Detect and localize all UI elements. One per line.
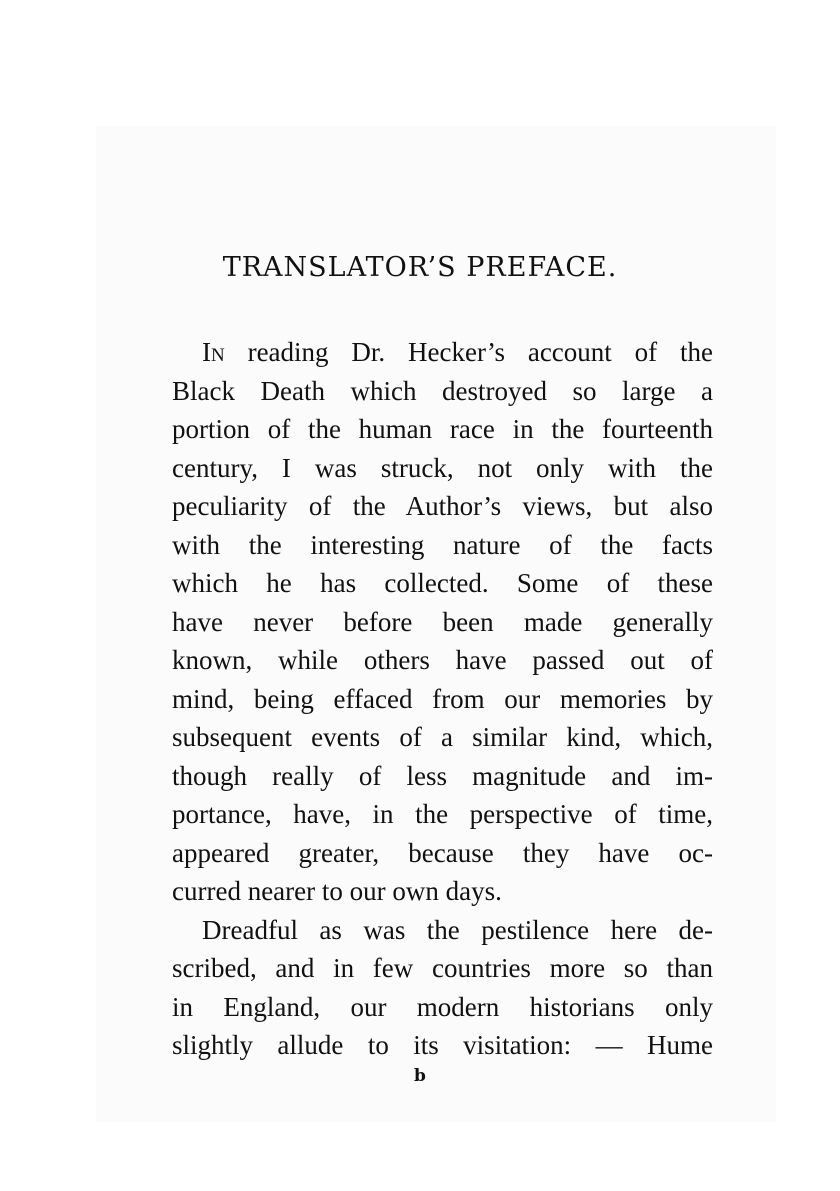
text-line: appeared greater, because they have oc- [172,837,713,868]
text-line: in England, our modern historians only [172,991,713,1022]
text-line [172,333,713,372]
signature-mark: b [414,1066,426,1086]
text-line: which he has collected. Some of these [172,568,713,598]
text-line: have never before been made generally [172,606,713,637]
text-line: century, I was struck, not only with the [172,452,713,483]
text-line: peculiarity of the Author’s views, but also [172,491,713,521]
text-line: with the interesting nature of the facts [172,529,713,560]
text-line: though really of less magnitude and im- [172,760,713,791]
text-line: known, while others have passed out of [172,645,713,675]
text-line: subsequent events of a similar kind, which, [172,722,713,752]
text-line-content: reading Dr. Hecker’s account of the [224,337,713,367]
text-line: scribed, and in few countries more so than [172,953,713,983]
text-line: slightly allude to its visitation: — Hume [172,1030,713,1060]
dropcap: In [202,337,225,367]
body-text [172,333,713,1065]
text-line: Black Death which destroyed so large a [172,375,713,406]
text-line: portion of the human race in the fourteenth [172,414,713,444]
text-line: mind, being effaced from our memories by [172,683,713,714]
text-line: portance, have, in the perspective of time, [172,799,713,829]
page-title: TRANSLATOR’S PREFACE. [222,252,618,283]
text-line: curred nearer to our own days. [172,876,502,906]
text-line: Dreadful as was the pestilence here de- [202,914,713,945]
